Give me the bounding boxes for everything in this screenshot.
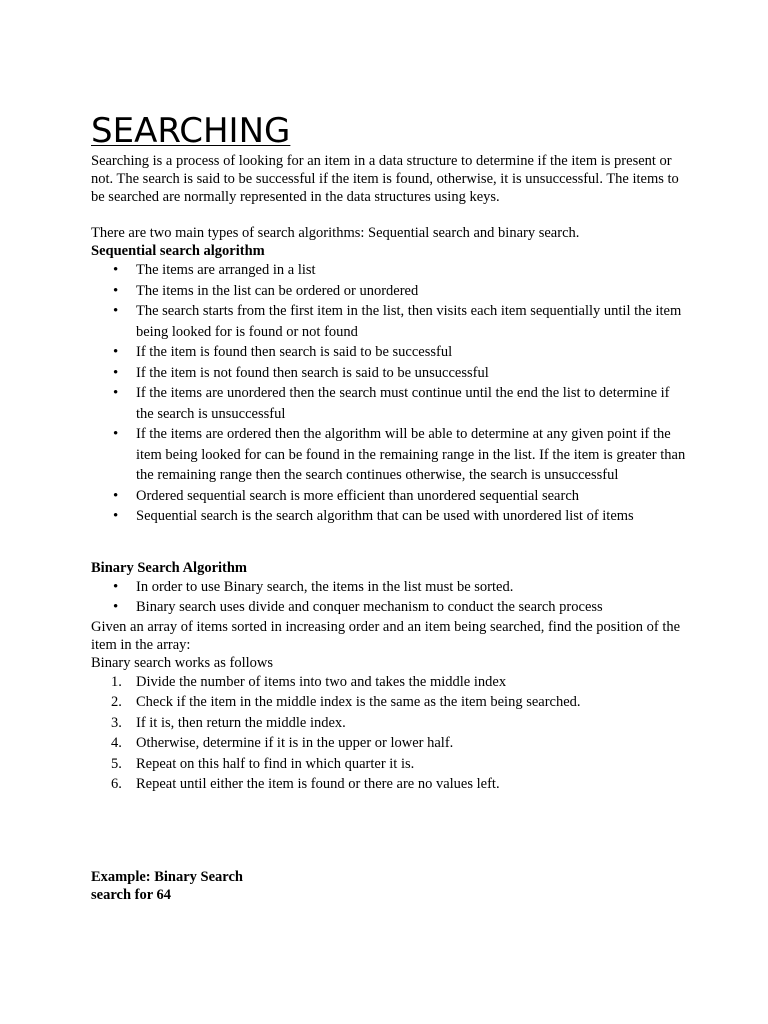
list-item: • In order to use Binary search, the items in the list must be sorted.	[91, 577, 686, 598]
step-number: 6.	[111, 776, 122, 792]
list-item: • If the items are unordered then the search must continue until the end the list to determine if the search is unsuccessful	[91, 383, 686, 424]
list-item: • Sequential search is the search algorithm that can be used with unordered list of items	[91, 506, 686, 527]
step-text: Repeat on this half to find in which quarter it is.	[136, 755, 415, 772]
step-text: Otherwise, determine if it is in the upper or lower half.	[136, 735, 454, 751]
list-item	[91, 774, 686, 795]
step-number: 2.	[111, 694, 122, 710]
list-item: • If the item is not found then search is said to be unsuccessful	[91, 363, 686, 384]
spacer	[91, 527, 686, 559]
step-number: 3.	[111, 714, 122, 731]
list-item: • The items in the list can be ordered or unordered	[91, 281, 686, 302]
document-page	[91, 110, 686, 904]
works-paragraph: Binary search works as follows	[91, 654, 274, 671]
list-item	[91, 754, 686, 775]
example-subheading: search for 64	[91, 886, 172, 903]
binary-steps-list	[91, 672, 686, 795]
binary-heading: Binary Search Algorithm	[91, 559, 248, 576]
list-item: • The search starts from the first item in the list, then visits each item sequentially until the item being looked for is found or not found	[91, 301, 686, 342]
list-item: • The items are arranged in a list	[91, 260, 686, 281]
step-number: 5.	[111, 755, 122, 772]
list-item: • If the items are ordered then the algorithm will be able to determine at any given point if the item being looked for can be found in the remaining range in the list. If the item is greater than the remaining range then the search continues otherwise, the search is unsuccessful	[91, 424, 686, 486]
spacer	[91, 206, 686, 224]
step-text: Check if the item in the middle index is the same as the item being searched.	[136, 694, 581, 710]
spacer	[91, 795, 686, 868]
list-item: • Binary search uses divide and conquer mechanism to conduct the search process	[91, 597, 686, 618]
step-number: 4.	[111, 735, 122, 751]
sequential-heading: Sequential search algorithm	[91, 243, 265, 259]
step-text: Repeat until either the item is found or there are no values left.	[136, 776, 500, 792]
example-heading: Example: Binary Search	[91, 868, 243, 885]
list-item	[91, 733, 686, 754]
step-text: Divide the number of items into two and takes the middle index	[136, 673, 507, 690]
given-paragraph: Given an array of items sorted in increasing order and an item being searched, find the position of the item in the array:	[91, 618, 681, 653]
list-item	[91, 713, 686, 734]
types-paragraph: There are two main types of search algorithms: Sequential search and binary search.	[91, 225, 580, 241]
list-item: • Ordered sequential search is more efficient than unordered sequential search	[91, 486, 686, 507]
intro-paragraph: Searching is a process of looking for an item in a data structure to determine if the item is present or not. The search is said to be successful if the item is found, otherwise, it is unsuccessful. The items to be searched are normally represented in the data structures using keys.	[91, 153, 679, 205]
list-item: • If the item is found then search is said to be successful	[91, 342, 686, 363]
step-number: 1.	[111, 673, 122, 690]
page-title: SEARCHING	[91, 111, 291, 151]
sequential-list	[91, 260, 686, 527]
list-item	[91, 672, 686, 693]
binary-list	[91, 577, 686, 618]
list-item	[91, 692, 686, 713]
step-text: If it is, then return the middle index.	[136, 714, 346, 731]
